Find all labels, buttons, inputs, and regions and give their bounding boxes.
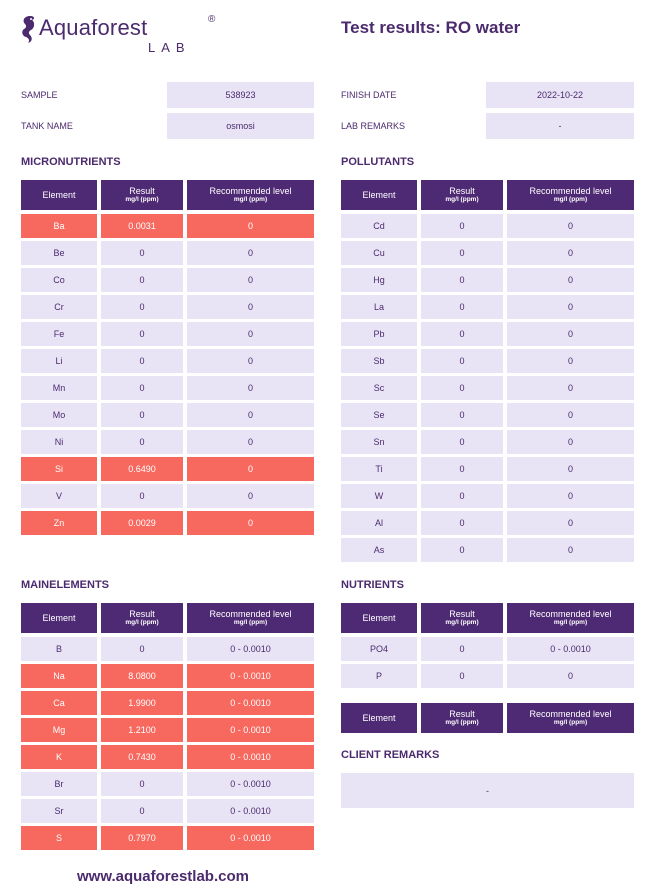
cell-element: Mn <box>21 376 97 400</box>
cell-result: 0 <box>421 430 503 454</box>
tank-name-value: osmosi <box>167 113 314 139</box>
cell-result: 0.0031 <box>101 214 183 238</box>
cell-element: Ca <box>21 691 97 715</box>
cell-result: 0.7430 <box>101 745 183 769</box>
cell-result: 0 <box>101 772 183 796</box>
cell-element: Fe <box>21 322 97 346</box>
cell-element: W <box>341 484 417 508</box>
cell-element: V <box>21 484 97 508</box>
cell-recommended: 0 <box>187 268 314 292</box>
cell-result: 0 <box>421 457 503 481</box>
cell-result: 0 <box>421 637 503 661</box>
cell-result: 0 <box>421 484 503 508</box>
cell-element: Si <box>21 457 97 481</box>
cell-element: Be <box>21 241 97 265</box>
header-recommended-unit: mg/l (ppm) <box>233 619 268 626</box>
cell-recommended: 0 <box>187 484 314 508</box>
cell-recommended: 0 - 0.0010 <box>187 799 314 823</box>
cell-result: 0 <box>421 403 503 427</box>
header-result <box>101 180 183 210</box>
cell-recommended: 0 - 0.0010 <box>187 664 314 688</box>
header-element-label: Element <box>42 613 76 623</box>
header-result-label: Result <box>129 609 155 619</box>
cell-element: Al <box>341 511 417 535</box>
header-element <box>21 180 97 210</box>
header-element <box>341 180 417 210</box>
nutrients-title: NUTRIENTS <box>341 579 404 591</box>
cell-recommended: 0 <box>507 322 634 346</box>
client-remarks-title: CLIENT REMARKS <box>341 749 440 761</box>
finish-date-value: 2022-10-22 <box>486 82 634 108</box>
cell-recommended: 0 - 0.0010 <box>187 772 314 796</box>
cell-result: 0 <box>101 799 183 823</box>
cell-result: 0 <box>421 268 503 292</box>
cell-result: 0 <box>421 538 503 562</box>
cell-recommended: 0 <box>187 511 314 535</box>
cell-recommended: 0 <box>507 457 634 481</box>
cell-element: Pb <box>341 322 417 346</box>
header-element-label: Element <box>362 713 396 723</box>
cell-element: Cu <box>341 241 417 265</box>
cell-result: 0 <box>421 214 503 238</box>
cell-element: S <box>21 826 97 850</box>
cell-recommended: 0 - 0.0010 <box>187 637 314 661</box>
header-result-unit: mg/l (ppm) <box>445 719 479 726</box>
header-recommended <box>187 180 314 210</box>
cell-element: Cd <box>341 214 417 238</box>
cell-result: 0 <box>101 241 183 265</box>
cell-element: Sr <box>21 799 97 823</box>
cell-result: 0 <box>101 268 183 292</box>
cell-recommended: 0 <box>507 664 634 688</box>
cell-result: 0 <box>101 484 183 508</box>
cell-recommended: 0 <box>507 241 634 265</box>
header-result-label: Result <box>449 609 475 619</box>
header-recommended-unit: mg/l (ppm) <box>553 619 588 626</box>
cell-recommended: 0 <box>507 376 634 400</box>
cell-element: Ni <box>21 430 97 454</box>
cell-result: 0.7970 <box>101 826 183 850</box>
cell-result: 0 <box>101 637 183 661</box>
lab-remarks-label: LAB REMARKS <box>341 121 406 131</box>
cell-element: As <box>341 538 417 562</box>
cell-element: Na <box>21 664 97 688</box>
cell-recommended: 0 - 0.0010 <box>187 745 314 769</box>
cell-result: 8.0800 <box>101 664 183 688</box>
header-result-unit: mg/l (ppm) <box>445 196 479 203</box>
cell-result: 0 <box>101 349 183 373</box>
header-recommended-label: Recommended level <box>529 709 612 719</box>
cell-result: 0.6490 <box>101 457 183 481</box>
cell-element: PO4 <box>341 637 417 661</box>
cell-result: 0 <box>101 403 183 427</box>
cell-result: 0 <box>421 295 503 319</box>
finish-date-label: FINISH DATE <box>341 90 397 100</box>
header-element <box>341 703 417 733</box>
cell-element: Zn <box>21 511 97 535</box>
cell-recommended: 0 <box>507 511 634 535</box>
footer-url[interactable]: www.aquaforestlab.com <box>77 868 249 885</box>
header-recommended <box>187 603 314 633</box>
cell-result: 1.9900 <box>101 691 183 715</box>
cell-element: Mo <box>21 403 97 427</box>
cell-element: K <box>21 745 97 769</box>
cell-element: Cr <box>21 295 97 319</box>
cell-element: Se <box>341 403 417 427</box>
cell-result: 1.2100 <box>101 718 183 742</box>
cell-recommended: 0 <box>187 214 314 238</box>
cell-result: 0 <box>421 322 503 346</box>
cell-recommended: 0 <box>187 457 314 481</box>
cell-result: 0 <box>421 376 503 400</box>
cell-recommended: 0 <box>187 241 314 265</box>
header-recommended-label: Recommended level <box>209 609 292 619</box>
cell-recommended: 0 - 0.0010 <box>187 691 314 715</box>
header-result-label: Result <box>449 709 475 719</box>
header-result-unit: mg/l (ppm) <box>125 619 159 626</box>
brand-registered-mark: ® <box>208 14 216 25</box>
cell-recommended: 0 <box>507 214 634 238</box>
cell-recommended: 0 <box>507 403 634 427</box>
cell-recommended: 0 <box>507 484 634 508</box>
cell-recommended: 0 <box>507 295 634 319</box>
header-recommended-unit: mg/l (ppm) <box>553 719 588 726</box>
cell-recommended: 0 <box>187 403 314 427</box>
cell-element: Sc <box>341 376 417 400</box>
pollutants-title: POLLUTANTS <box>341 156 415 168</box>
cell-recommended: 0 <box>187 295 314 319</box>
header-recommended-label: Recommended level <box>209 186 292 196</box>
page-title: Test results: RO water <box>341 18 521 37</box>
tank-name-label: TANK NAME <box>21 121 73 131</box>
header-result <box>421 703 503 733</box>
cell-element: Mg <box>21 718 97 742</box>
cell-recommended: 0 <box>187 376 314 400</box>
header-element-label: Element <box>362 613 396 623</box>
header-result <box>421 603 503 633</box>
header-recommended <box>507 703 634 733</box>
cell-result: 0 <box>101 295 183 319</box>
brand-sub: LAB <box>148 40 191 55</box>
header-recommended-unit: mg/l (ppm) <box>553 196 588 203</box>
cell-element: Sb <box>341 349 417 373</box>
client-remarks-value: - <box>341 773 634 808</box>
cell-recommended: 0 <box>507 268 634 292</box>
cell-recommended: 0 <box>187 430 314 454</box>
cell-element: Li <box>21 349 97 373</box>
cell-recommended: 0 - 0.0010 <box>187 826 314 850</box>
cell-recommended: 0 <box>187 349 314 373</box>
seahorse-icon <box>18 14 38 44</box>
header-result-unit: mg/l (ppm) <box>125 196 159 203</box>
cell-element: Ba <box>21 214 97 238</box>
cell-result: 0 <box>101 430 183 454</box>
header-element <box>21 603 97 633</box>
cell-result: 0 <box>421 241 503 265</box>
cell-element: Br <box>21 772 97 796</box>
cell-result: 0 <box>421 349 503 373</box>
cell-recommended: 0 - 0.0010 <box>187 718 314 742</box>
micronutrients-title: MICRONUTRIENTS <box>21 156 121 168</box>
header-recommended-label: Recommended level <box>529 609 612 619</box>
header-result <box>421 180 503 210</box>
cell-element: P <box>341 664 417 688</box>
cell-recommended: 0 <box>187 322 314 346</box>
lab-remarks-value: - <box>486 113 634 139</box>
cell-result: 0 <box>421 511 503 535</box>
header-element <box>341 603 417 633</box>
cell-recommended: 0 - 0.0010 <box>507 637 634 661</box>
header-recommended <box>507 603 634 633</box>
header-result-label: Result <box>449 186 475 196</box>
header-result-label: Result <box>129 186 155 196</box>
cell-element: Sn <box>341 430 417 454</box>
header-result-unit: mg/l (ppm) <box>445 619 479 626</box>
cell-recommended: 0 <box>507 349 634 373</box>
cell-element: La <box>341 295 417 319</box>
cell-element: B <box>21 637 97 661</box>
header-recommended-unit: mg/l (ppm) <box>233 196 268 203</box>
cell-result: 0.0029 <box>101 511 183 535</box>
cell-result: 0 <box>421 664 503 688</box>
header-element-label: Element <box>42 190 76 200</box>
sample-label: SAMPLE <box>21 90 58 100</box>
cell-element: Co <box>21 268 97 292</box>
header-recommended <box>507 180 634 210</box>
cell-recommended: 0 <box>507 430 634 454</box>
mainelements-title: MAINELEMENTS <box>21 579 109 591</box>
brand-logo <box>18 14 218 54</box>
header-result <box>101 603 183 633</box>
header-recommended-label: Recommended level <box>529 186 612 196</box>
sample-value: 538923 <box>167 82 314 108</box>
cell-result: 0 <box>101 322 183 346</box>
cell-element: Ti <box>341 457 417 481</box>
cell-result: 0 <box>101 376 183 400</box>
cell-recommended: 0 <box>507 538 634 562</box>
header-element-label: Element <box>362 190 396 200</box>
brand-name: Aquaforest <box>39 15 148 40</box>
cell-element: Hg <box>341 268 417 292</box>
